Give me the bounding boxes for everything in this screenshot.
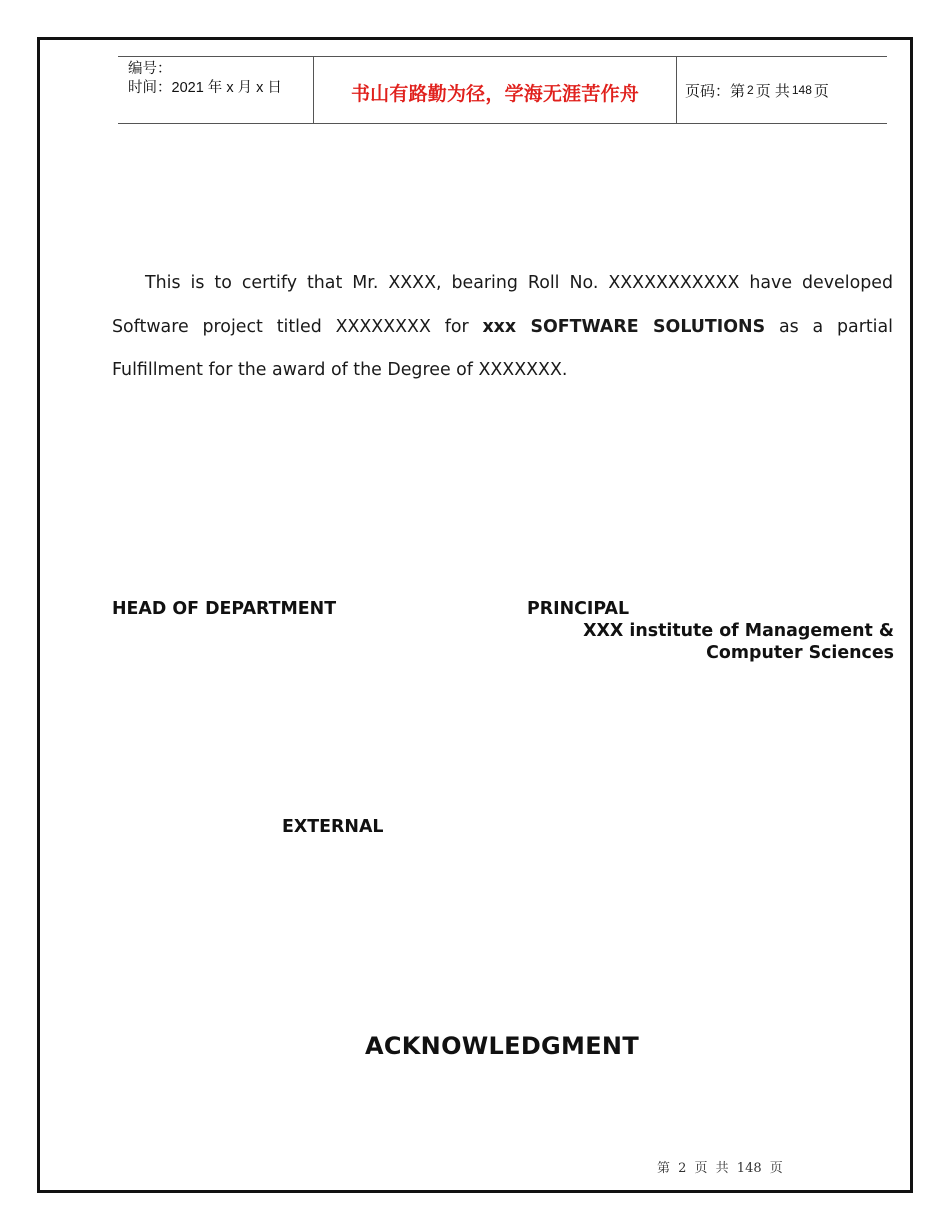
page-suffix: 页	[813, 82, 829, 100]
principal-signature: PRINCIPAL	[527, 599, 630, 619]
certificate-text-part2: as a partial Fulfillment for the award of the Degree of XXXXXXX.	[112, 316, 893, 380]
page-header	[118, 56, 887, 124]
institute-line-1: XXX institute of Management &	[583, 621, 894, 641]
certificate-paragraph	[112, 262, 893, 393]
document-number-label: 编号：	[128, 61, 172, 77]
page-number: 2	[747, 83, 754, 97]
header-page-cell	[677, 57, 887, 123]
page-footer: 第 2 页 共 148 页	[657, 1161, 783, 1176]
page-prefix: 页码：第	[685, 82, 746, 100]
header-info-cell	[118, 57, 314, 123]
certificate-company: xxx SOFTWARE SOLUTIONS	[482, 316, 766, 337]
header-motto-cell	[314, 57, 677, 123]
document-time: 时间：2021 年 x 月 x 日	[128, 80, 282, 96]
head-of-department-signature: HEAD OF DEPARTMENT	[112, 599, 337, 619]
external-examiner-signature: EXTERNAL	[282, 817, 384, 837]
page-mid: 页 共	[755, 82, 790, 100]
certificate-text-part1: This is to certify that Mr. XXXX, bearing Roll No. XXXXXXXXXXX have developed Software project titled XXXXXXXX for	[112, 273, 893, 337]
institute-name	[583, 620, 894, 664]
institute-line-2: Computer Sciences	[706, 643, 894, 663]
acknowledgment-heading: ACKNOWLEDGMENT	[365, 1032, 639, 1060]
header-motto: 书山有路勤为径，学海无涯苦作舟	[350, 82, 639, 105]
page-total: 148	[791, 83, 812, 97]
